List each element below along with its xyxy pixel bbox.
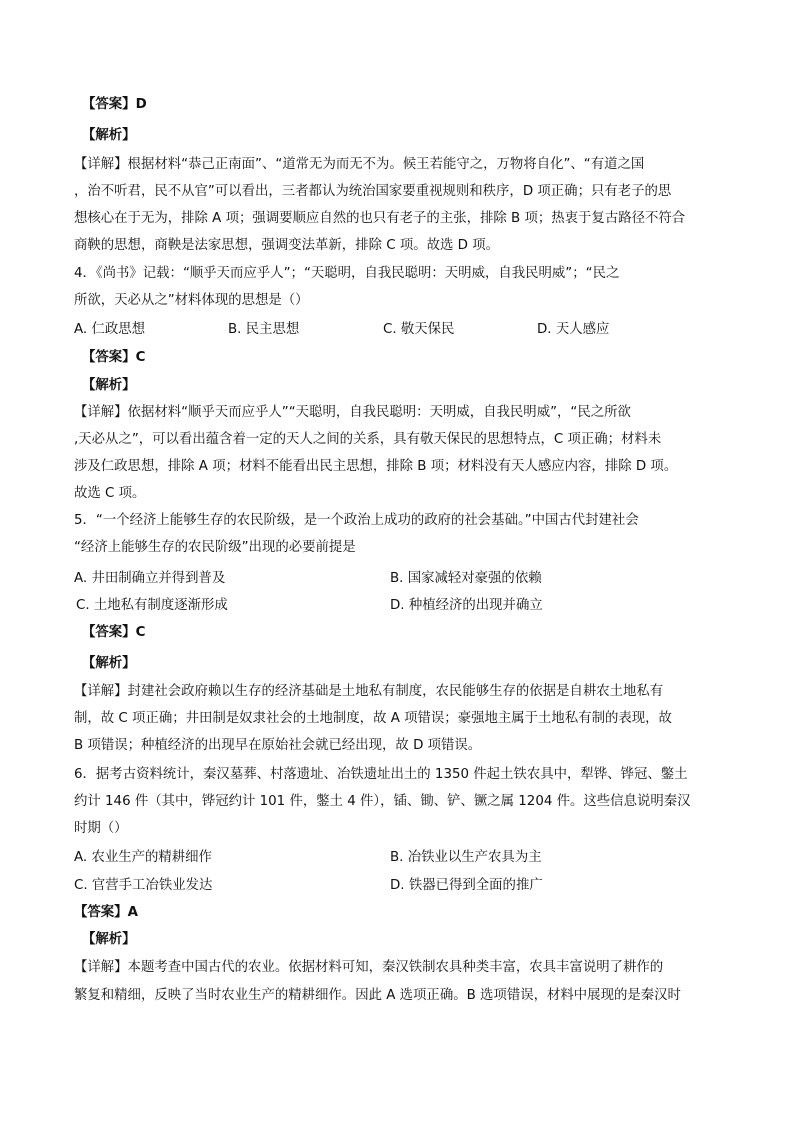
q6-answer [74, 903, 714, 923]
q6-option-a: A. 农业生产的精耕细作 [74, 850, 212, 865]
q4-analysis-tag: 【解析】 [82, 378, 136, 393]
answer-value: A [127, 905, 138, 920]
q5-option-d: D. 种植经济的出现并确立 [390, 598, 543, 613]
q4-option-b: B. 民主思想 [228, 322, 300, 337]
q3-detail-line: 想核心在于无为，排除 A 项；强调要顺应自然的也只有老子的主张，排除 B 项；热衷于复古路径不符合 [74, 211, 686, 226]
answer-value: C [135, 625, 146, 640]
q4-detail-line: ,天必从之”，可以看出蕴含着一定的天人之间的关系，具有敬天保民的思想特点，C 项正确；材料未 [74, 432, 662, 447]
q6-detail-line: 繁复和精细，反映了当时农业生产的精耕细作。因此 A 选项正确。B 选项错误，材料中展现的是秦汉时 [74, 988, 681, 1003]
q6-option-c: C. 官营手工冶铁业发达 [74, 878, 213, 893]
q5-option-c: C. 土地私有制度逐渐形成 [76, 598, 228, 613]
q4-detail-line: 涉及仁政思想，排除 A 项；材料不能看出民主思想，排除 B 项；材料没有天人感应内容，排除 D 项。 [74, 459, 678, 474]
q4-stem-line: 4．《尚书》记载：“顺乎天而应乎人”；“天聪明，自我民聪明：天明威，自我民明威”；“民之 [74, 266, 620, 281]
answer-tag: 【答案】 [82, 350, 136, 365]
q6-option-d: D. 铁器已得到全面的推广 [390, 878, 543, 893]
q3-analysis-tag: 【解析】 [82, 128, 136, 143]
answer-tag: 【答案】 [74, 905, 128, 920]
q3-detail-line: 商鞅的思想，商鞅是法家思想，强调变法革新，排除 C 项。故选 D 项。 [74, 238, 500, 253]
q5-option-b: B. 国家减轻对豪强的依赖 [390, 571, 542, 586]
q5-analysis-tag: 【解析】 [82, 656, 136, 671]
q4-answer [82, 348, 722, 368]
answer-tag: 【答案】 [82, 625, 136, 640]
q6-option-b: B. 冶铁业以生产农具为主 [390, 850, 542, 865]
answer-value: C [135, 350, 146, 365]
q6-stem-line: 6．据考古资料统计，秦汉墓葬、村落遗址、冶铁遗址出土的 1350 件起土铁农具中，犁铧、铧冠、鐅土 [74, 767, 688, 782]
q3-answer [82, 95, 722, 115]
q4-stem-line: 所欲，天必从之”材料体现的思想是（） [74, 293, 309, 308]
q5-answer [82, 623, 722, 643]
q5-option-a: A. 井田制确立并得到普及 [74, 571, 226, 586]
q6-stem-line: 时期（） [74, 821, 128, 836]
q4-detail-line: 【详解】依据材料“顺乎天而应乎人”“天聪明，自我民聪明：天明威，自我民明威”，“民之所欲 [74, 405, 631, 420]
q3-detail-line: ，治不听君，民不从官”可以看出，三者都认为统治国家要重视规则和秩序，D 项正确；只有老子的思 [74, 184, 672, 199]
q6-analysis-tag: 【解析】 [82, 932, 136, 947]
q5-detail-line: 【详解】封建社会政府赖以生存的经济基础是土地私有制度，农民能够生存的依据是自耕农土地私有 [74, 684, 664, 699]
answer-tag: 【答案】 [82, 97, 136, 112]
q4-option-d: D. 天人感应 [537, 322, 610, 337]
q4-option-a: A. 仁政思想 [74, 322, 145, 337]
q5-detail-line: 制，故 C 项正确；井田制是奴隶社会的土地制度，故 A 项错误；豪强地主属于土地私有制的表现，故 [74, 711, 672, 726]
q3-detail-line: 【详解】根据材料“恭己正南面”、“道常无为而无不为。候王若能守之，万物将自化”、“有道之国 [74, 157, 645, 172]
answer-value: D [135, 97, 147, 112]
q4-option-c: C. 敬天保民 [383, 322, 455, 337]
q4-detail-line: 故选 C 项。 [74, 486, 146, 501]
q5-stem-line: “经济上能够生存的农民阶级”出现的必要前提是 [74, 540, 356, 555]
q5-detail-line: B 项错误；种植经济的出现早在原始社会就已经出现，故 D 项错误。 [74, 738, 482, 753]
q5-stem-line: 5．“一个经济上能够生存的农民阶级，是一个政治上成功的政府的社会基础。”中国古代封建社会 [74, 513, 639, 528]
q6-detail-line: 【详解】本题考查中国古代的农业。依据材料可知，秦汉铁制农具种类丰富，农具丰富说明了耕作的 [74, 960, 664, 975]
q6-stem-line: 约计 146 件（其中，铧冠约计 101 件，鐅土 4 件），锸、锄、铲、镢之属 1204 件。这些信息说明秦汉 [74, 794, 691, 809]
